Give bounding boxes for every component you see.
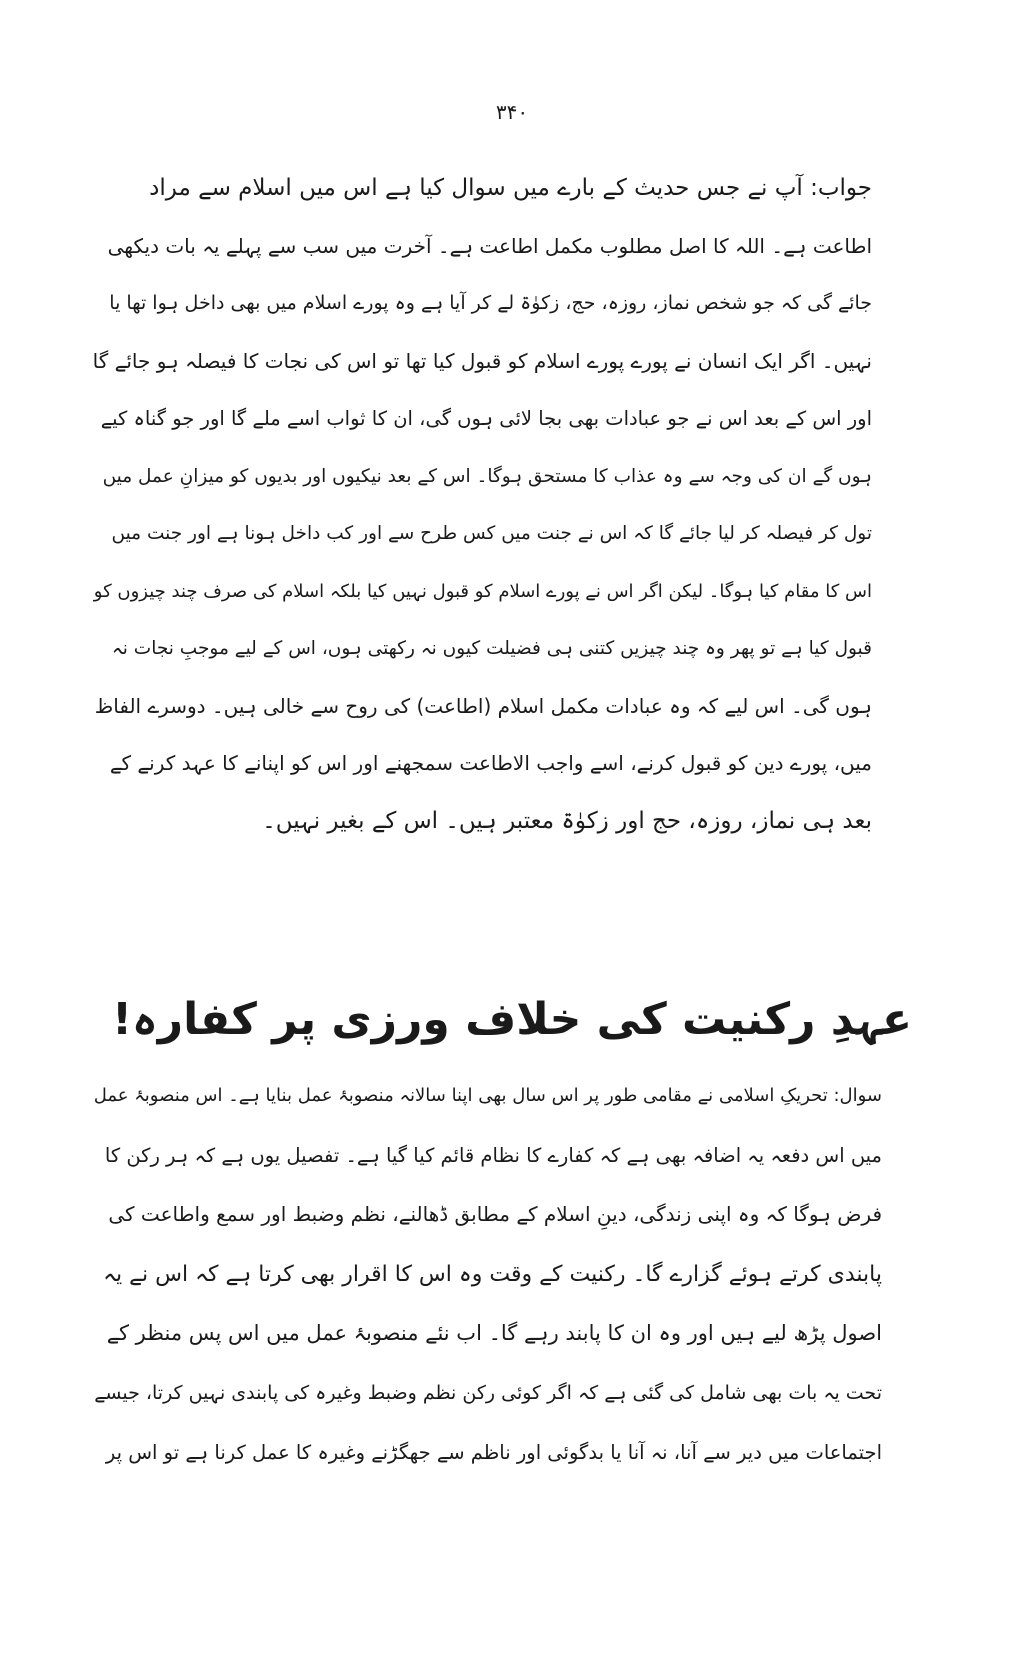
answer-line: جواب: آپ نے جس حدیث کے بارے میں سوال کیا ہے اس میں اسلام سے مراد <box>149 175 872 201</box>
answer-line: میں، پورے دین کو قبول کرنے، اسے واجب الاطاعت سمجھنے اور اس کو اپنانے کا عہد کرنے کے <box>109 751 872 775</box>
question-line: تحت یہ بات بھی شامل کی گئی ہے کہ اگر کوئی رکن نظم وضبط وغیرہ کی پابندی نہیں کرتا، جیسے <box>94 1381 882 1404</box>
answer-line: نہیں۔ اگر ایک انسان نے پورے پورے اسلام کو قبول کیا تھا تو اس کی نجات کا فیصلہ ہو جائے گا <box>92 348 872 373</box>
answer-line: قبول کیا ہے تو پھر وہ چند چیزیں کتنی ہی فضیلت کیوں نہ رکھتی ہوں، اس کے لیے موجبِ نجات نہ <box>111 638 872 659</box>
question-line: اصول پڑھ لیے ہیں اور وہ ان کا پابند رہے گا۔ اب نئے منصوبۂ عمل میں اس پس منظر کے <box>106 1321 882 1345</box>
question-line: پابندی کرتے ہوئے گزارے گا۔ رکنیت کے وقت وہ اس کا اقرار بھی کرتا ہے کہ اس نے یہ <box>103 1261 882 1287</box>
answer-line: تول کر فیصلہ کر لیا جائے گا کہ اس نے جنت میں کس طرح سے اور کب داخل ہونا ہے اور جنت میں <box>111 523 872 544</box>
question-line: فرض ہوگا کہ وہ اپنی زندگی، دینِ اسلام کے مطابق ڈھالنے، نظم وضبط اور سمع واطاعت کی <box>108 1202 882 1226</box>
question-line: سوال: تحریکِ اسلامی نے مقامی طور پر اس سال بھی اپنا سالانہ منصوبۂ عمل بنایا ہے۔ اس منصوبۂ عمل <box>93 1085 882 1106</box>
answer-line: ہوں گی۔ اس لیے کہ وہ عبادات مکمل اسلام (اطاعت) کی روح سے خالی ہیں۔ دوسرے الفاظ <box>94 693 872 718</box>
answer-line: اس کا مقام کیا ہوگا۔ لیکن اگر اس نے پورے اسلام کو قبول نہیں کیا بلکہ اسلام کی صرف چند چیزوں کو <box>93 580 872 602</box>
section-heading: عہدِ رکنیت کی خلاف ورزی پر کفارہ! <box>111 994 913 1045</box>
answer-line: اطاعت ہے۔ اللہ کا اصل مطلوب مکمل اطاعت ہے۔ آخرت میں سب سے پہلے یہ بات دیکھی <box>107 233 872 258</box>
question-paragraph <box>92 1066 882 1483</box>
question-line: اجتماعات میں دیر سے آنا، نہ آنا یا بدگوئی اور ناظم سے جھگڑنے وغیرہ کا عمل کرنا ہے تو اس پر <box>105 1441 882 1464</box>
answer-line: بعد ہی نماز، روزہ، حج اور زکوٰۃ معتبر ہیں۔ اس کے بغیر نہیں۔ <box>262 807 872 834</box>
answer-line: اور اس کے بعد اس نے جو عبادات بھی بجا لائی ہوں گی، ان کا ثواب اسے ملے گا اور جو گناہ کیے <box>100 407 872 430</box>
page-number: ۳۴۰ <box>495 100 529 124</box>
answer-line: ہوں گے ان کی وجہ سے وہ عذاب کا مستحق ہوگا۔ اس کے بعد نیکیوں اور بدیوں کو میزانِ عمل میں <box>102 465 872 487</box>
question-line: میں اس دفعہ یہ اضافہ بھی ہے کہ کفارے کا نظام قائم کیا گیا ہے۔ تفصیل یوں ہے کہ ہر رکن کا <box>104 1143 882 1167</box>
answer-paragraph <box>92 160 872 850</box>
answer-line: جائے گی کہ جو شخص نماز، روزہ، حج، زکوٰۃ لے کر آیا ہے وہ پورے اسلام میں بھی داخل ہوا تھا یا <box>109 292 872 314</box>
